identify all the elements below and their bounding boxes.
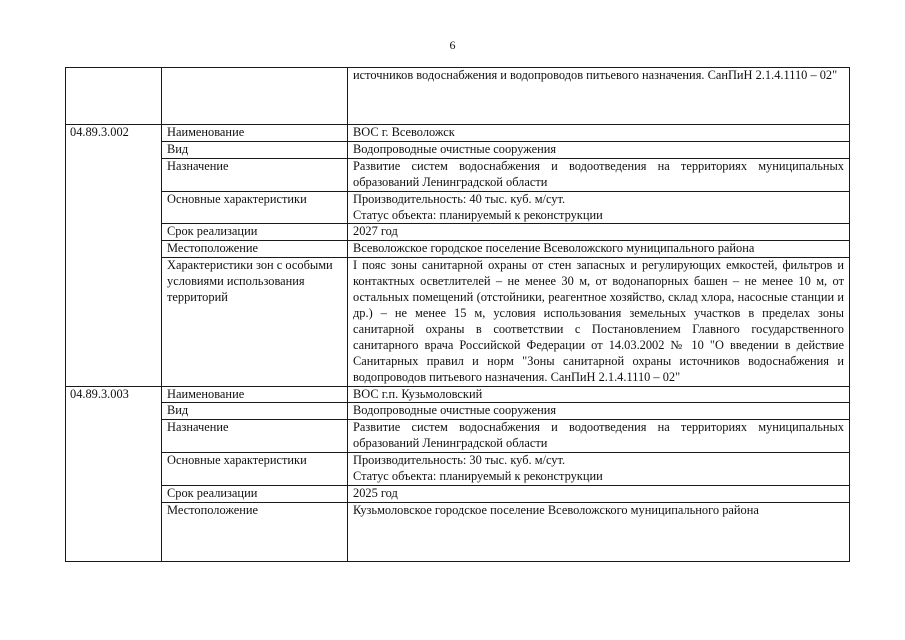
page-number: 6 — [449, 38, 456, 52]
value-line: 2027 год — [353, 224, 398, 239]
continuation-value-cell: источников водоснабжения и водопроводов питьевого назначения. СанПиН 2.1.4.1110 – 02" — [348, 68, 850, 125]
row-label: Основные характеристики — [162, 453, 348, 486]
row-value — [348, 224, 850, 241]
continuation-code-cell — [66, 68, 162, 125]
row-value — [348, 158, 850, 191]
value-line: Кузьмоловское городское поселение Всеволожского муниципального района — [353, 502, 759, 517]
value-line: Водопроводные очистные сооружения — [353, 403, 557, 418]
value-line: ВОС г. Всеволожск — [353, 125, 455, 139]
row-label: Основные характеристики — [162, 191, 348, 224]
table-row — [66, 403, 850, 420]
row-value — [348, 502, 850, 561]
row-value — [348, 125, 850, 142]
value-line: 2025 год — [353, 485, 398, 500]
value-line: Производительность: 30 тыс. куб. м/сут. — [353, 453, 566, 468]
table-row — [66, 502, 850, 561]
row-label: Местоположение — [162, 241, 348, 258]
row-value — [348, 241, 850, 258]
value-line: Водопроводные очистные сооружения — [353, 141, 557, 156]
row-label: Наименование — [162, 386, 348, 403]
table-row — [66, 386, 850, 403]
value-line: Статус объекта: планируемый к реконструкции — [353, 469, 603, 484]
value-line: Развитие систем водоснабжения и водоотведения на территориях муниципальных образований Ленинградской области — [353, 420, 844, 451]
row-label: Вид — [162, 141, 348, 158]
object-code: 04.89.3.003 — [66, 386, 162, 561]
row-label: Местоположение — [162, 502, 348, 561]
objects-table — [65, 67, 850, 562]
row-value — [348, 141, 850, 158]
row-label: Срок реализации — [162, 224, 348, 241]
row-label: Наименование — [162, 125, 348, 142]
table-row — [66, 453, 850, 486]
row-value — [348, 485, 850, 502]
table-row — [66, 241, 850, 258]
table-row — [66, 158, 850, 191]
continuation-label-cell — [162, 68, 348, 125]
value-line: Развитие систем водоснабжения и водоотведения на территориях муниципальных образований Ленинградской области — [353, 158, 844, 189]
row-value — [348, 453, 850, 486]
table-row — [66, 420, 850, 453]
row-label: Характеристики зон с особыми условиями использования территорий — [162, 258, 348, 386]
table-row — [66, 485, 850, 502]
row-value — [348, 403, 850, 420]
table-row — [66, 141, 850, 158]
table-row — [66, 191, 850, 224]
row-value — [348, 420, 850, 453]
objects-table-body — [66, 68, 850, 562]
row-label: Назначение — [162, 420, 348, 453]
table-row — [66, 258, 850, 386]
value-line: ВОС г.п. Кузьмоловский — [353, 386, 483, 401]
row-label: Вид — [162, 403, 348, 420]
object-code: 04.89.3.002 — [66, 125, 162, 387]
row-label: Срок реализации — [162, 485, 348, 502]
row-value — [348, 386, 850, 403]
row-value — [348, 191, 850, 224]
value-line: Производительность: 40 тыс. куб. м/сут. — [353, 191, 566, 206]
row-value — [348, 258, 850, 386]
table-row — [66, 125, 850, 142]
row-label: Назначение — [162, 158, 348, 191]
table-row — [66, 224, 850, 241]
continuation-row — [66, 68, 850, 125]
value-line: Всеволожское городское поселение Всеволожского муниципального района — [353, 241, 755, 256]
value-line: I пояс зоны санитарной охраны от стен запасных и регулирующих емкостей, фильтров и контактных осветлителей – не менее 30 м, от водонапорных башен – не менее 10 м, от остальных помещений (отстойники, реагентное хозяйство, склад хлора, насосные станции и др.) – не менее 15 м, условия использования земельных участков в пределах зоны санитарной охраны в соответствии с Постановлением Главного государственного санитарного врача Российской Федерации от 14.03.2002 № 10 "О введении в действие Санитарных правил и норм "Зоны санитарной охраны источников водоснабжения и водопроводов питьевого назначения. СанПиН 2.1.4.1110 – 02" — [353, 258, 844, 384]
value-line: Статус объекта: планируемый к реконструкции — [353, 207, 603, 222]
